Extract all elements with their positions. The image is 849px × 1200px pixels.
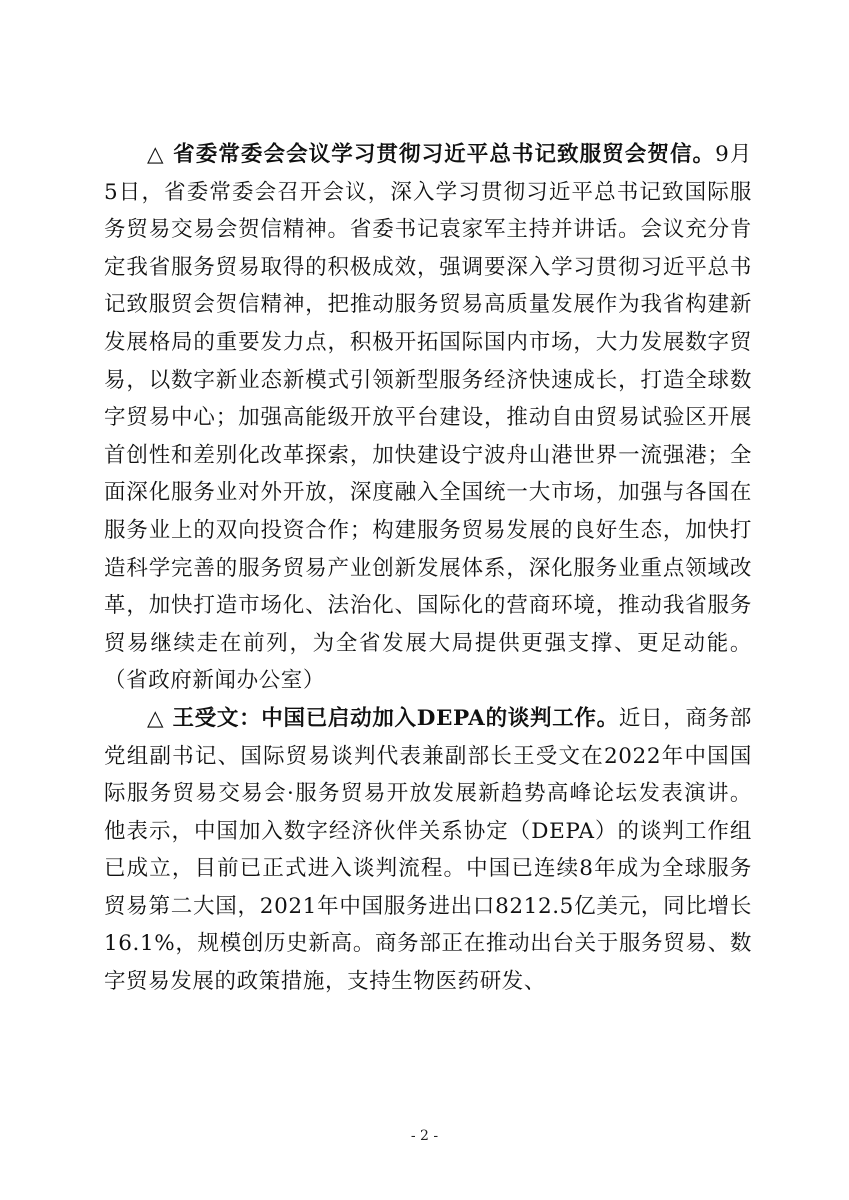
news-headline: △ 王受文：中国已启动加入DEPA的谈判工作。 <box>147 705 619 731</box>
document-body <box>104 136 752 1001</box>
news-text: 9月5日，省委常委会召开会议，深入学习贯彻习近平总书记致国际服务贸易交易会贺信精神。省委书记袁家军主持并讲话。会议充分肯定我省服务贸易取得的积极成效，强调要深入学习贯彻习近平总书记致服贸会贺信精神，把推动服务贸易高质量发展作为我省构建新发展格局的重要发力点，积极开拓国际国内市场，大力发展数字贸易，以数字新业态新模式引领新型服务经济快速成长，打造全球数字贸易中心；加强高能级开放平台建设，推动自由贸易试验区开展首创性和差别化改革探索，加快建设宁波舟山港世界一流强港；全面深化服务业对外开放，深度融入全国统一大市场，加强与各国在服务业上的双向投资合作；构建服务贸易发展的良好生态，加快打造科学完善的服务贸易产业创新发展体系，深化服务业重点领域改革，加快打造市场化、法治化、国际化的营商环境，推动我省服务贸易继续走在前列，为全省发展大局提供更强支撑、更足动能。（省政府新闻办公室） <box>104 142 753 694</box>
page-number: - 2 - <box>410 1128 439 1144</box>
news-headline: △ 省委常委会会议学习贯彻习近平总书记致服贸会贺信。 <box>147 142 716 167</box>
news-item-depa <box>104 700 752 1001</box>
news-text: 近日，商务部党组副书记、国际贸易谈判代表兼副部长王受文在2022年中国国际服务贸易交易会·服务贸易开放发展新趋势高峰论坛发表演讲。他表示，中国加入数字经济伙伴关系协定（DEPA）的谈判工作组已成立，目前已正式进入谈判流程。中国已连续8年成为全球服务贸易第二大国，2021年中国服务进出口8212.5亿美元，同比增长16.1%，规模创历史新高。商务部正在推动出台关于服务贸易、数字贸易发展的政策措施，支持生物医药研发、 <box>104 705 752 995</box>
news-item-provincial-meeting <box>104 136 752 700</box>
